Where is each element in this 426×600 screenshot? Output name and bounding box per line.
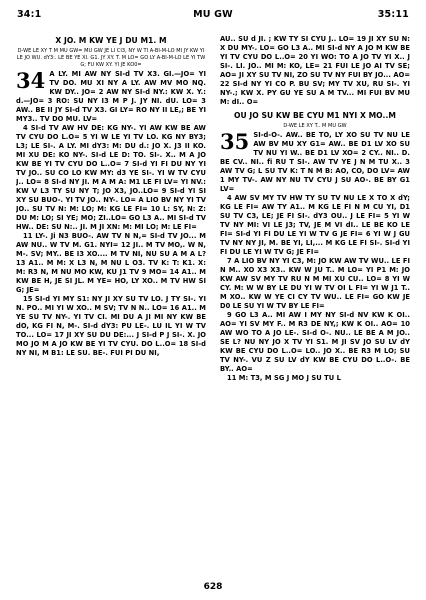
right-text-column bbox=[220, 35, 410, 583]
chapter-number: 35 bbox=[220, 129, 250, 154]
page-number: 628 bbox=[203, 582, 223, 592]
section-heading: OU JO SU KW BE CYU M1 NYI X MO..M bbox=[233, 111, 396, 120]
paragraph: AU.. SU d JI. ; KW TY SI CYU J.. LO= 19 JI XY SU N: X DU MY-. LO= GO L3 A.. MI SI-d NY A JO M KW BE YI TV CYU DO L..O= 20 YI WO: TO A JO TV YI X.. J SI-. LI. JO.. MI M: KO, LE= 21 FUI LE JO AI TV SE; AO= JI XY SU TV NI, ZO SU TV NY FUI BY JO... AO= 22 SI-d NY YI CO P. BU SV; MY TV XU, RU SI-. YI NY-.; KW X. PY GU YE SU A M TV... MI FUI BV MU M: dI.. O= bbox=[220, 35, 410, 106]
paragraph: 11 M: T3, M SG J MO J SU TU L bbox=[227, 374, 341, 382]
paragraph bbox=[220, 131, 410, 194]
paragraph: 4 SI-d TV AW HV DE: KG NY-. YI AW KW BE AW TV CYU DO L.O= 5 YI W LE YI TV LO. KG NY BY3; L3; LE SI-. A LY. MI dY3: M: DU d.: JO X. J3 II KO. MI XU DE: KO NY-. SI-d LE D: TO. SI-. X.. M A JO KW BE YI TV CYU DO L..O= 7 SI-d YI FI DU NY YI TV JO.. SU CO LO KW MY: d3 YE SI-. YI W TV CYU J.. LO= 8 SI-d NY JI. M A M A: M1 LE FI LV= YI NV.: KW V L3 TY SU NY T; JO X3, JO..LO= 9 SI-d YI SI XY SU BUO-. YI TV JO.. NY-. LO= A LIO BV NY YI TV JO.. SU TV N: M: LO; M: KG LE FI= 10 L: SY, N: Z: DU M: LO; SI YE; MO; ZI..LO= GO L3 A.. MI SI-d TV HW.. DE: SU N:.. JI. M JI XN: M: MI LO; M: LE FI= bbox=[16, 124, 206, 231]
paragraph: 7 A LIO BV NY YI C3, M: JO KW AW TV WU.. LE FI N M.. XO X3 X3.. KW W JU T.. M LO= YI P1 M: JO KW AW SV MY TV RU N M MI XU CU.. LO= 8 YI W CY. M: W W BY LE DU YI W TV OI L FI= YI W J1 T.. M XO.. KW W YE CI CY TV WU.. LE FI= GO KW JE D0 LE SU YI W TV BY LE FI= bbox=[220, 257, 410, 310]
paragraph: 15 SI-d YI MY S1: NY JI XY SU TV LO. J TY SI-. YI N. PO.. MI YI W XO.. M SV; TV N N.. LO= 16 A1.. M YE SU TV NY-. YI TV CI. MI DU A JI MI NY KW BE dO, KG FI N, M-. SI-d dY3: PU LE-. LU IL YI W TV TO... LO= 17 JI XY SU DU DE:... J SI-d P J SI-. X. JO MO JO M A JO KW BE YI TV CYU. DO L..O= 18 SI-d NY NI, M B1: LE SU. BE-. FUI PI DU NI, bbox=[16, 295, 206, 357]
paragraph: 4 AW SV MY TV HW TY SU TV NU LE X TO X dY; KG LE FI= AW TY A1.. M KG LE FI N M CU YI, D1 SU TV C3, LE; JE FI SI-. dY3 OU.. J LE FI= 5 YI W TV NY MI: VI LE J3; TV, JE M VI dI.. LE BE KO LE FI= SI-d YI FI DU LE YI W TV G JE FI= 6 YI W J GU TV NY NY JI, M. BE YI, LI,... M KG LE FI SI-. SI-d YI FI DU LE YI W TV G; JE FI= bbox=[220, 194, 410, 256]
running-header-title: MU GW bbox=[193, 9, 233, 20]
running-header-left: 34:1 bbox=[17, 9, 42, 20]
paragraph-text: A LY. MI AW NY SI-d TV X3. GI.—JO= YI TV DO. MU XI NY A LY. AW MV MO NQ. KW DY.. JO= 2 AW NY SI-d NY.: KW X. Y.: d.—JO= 3 RO: SU NY I3 M P J. JY NI. dU. LO= 3 AW.. BE II JY SI-d TV X3. GI LY= RO NY II LE,; BE YI MY3.. TV DO MU. LV= bbox=[16, 70, 206, 123]
section-subheading: D-WE LE XY T.. M MU GW bbox=[283, 123, 347, 129]
paragraph-text: SI-d-O-. AW.. BE TO, LY XO SU TV NU LE AW BV MU XY G1= AW.. BE D1 LV XO SU TV NU YI W.. BE D1 LV XO= 2 CY.. NI.. D. BE CV.. NI.. fi RU T SI-. AW TV YE J N M TU X.. 3 AW TV G; L SU TV K: T N M B: AO, CO, DO LV= AW 1 MY TV-. AW NY NU TV CYU J SU AO-. BE BY G1 LV= bbox=[220, 131, 410, 193]
paragraph: 9 GO L3 A.. MI AW I MY NY SI-d NV KW K OI.. AO= YI SV MY F.. M R3 DE NY,; KW K OI.. AO= 10 AW WO TO A JO LE-. SI-d O-. NU.. LE BE A M JO.. SE L? NU NY JO X TV YI S1. M JI SV JO SU LV dY KW BE CYU DO L..O= LO.. JO X.. BE R3 M LO; SU TV NY-. VU Z SU LV dY KW BE CYU DO L..O-. BE BY.. AO= bbox=[220, 311, 410, 373]
chapter-number: 34 bbox=[16, 68, 46, 93]
paragraph: 11 LY-. Ji N3 BUO-. AW TV N N,= SI-d TV JO... M AW NU.. W TV M. G1. NYI= 12 JI.. M TV MO,. W N, M-. SV; MY.. BE I3 XO.... M TV NI, NU SU A M A L? 13 A1.. M M: X L3 N, M NU L O3. TV K: T: K1. X: M: R3 N, M NU MO KW, KU J1 TV 9 MO= 14 A1.. M KW BE H, JE SI JL. M YE= HO, LY XO.. M TV HW SI G; JE= bbox=[16, 232, 206, 294]
running-header-right: 35:11 bbox=[377, 9, 409, 20]
section-heading: X JO. M KW YE J DU M1. M bbox=[55, 36, 167, 45]
paragraph bbox=[16, 70, 206, 124]
left-text-column bbox=[16, 35, 206, 583]
section-subheading: D-WE LE XY T M MU GW= MU GW JE LI CI3, NY W TI A-BI-M-LO MI JY KW YI LE JO WU. dY3:. LE BE YE XI. G1. JY XY. T. M LO= GO LY A-BI-M-LO LE YI TW G; FU KW XY. YI JE KO0= bbox=[16, 48, 206, 68]
